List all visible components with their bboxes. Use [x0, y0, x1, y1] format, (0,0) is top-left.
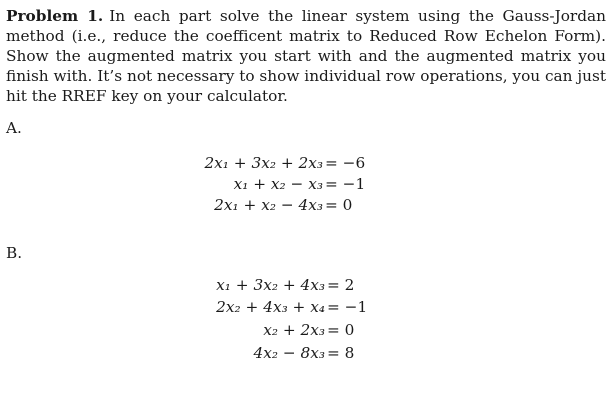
equation-rhs: = −6 [325, 154, 366, 172]
equation-rhs: = 8 [327, 344, 355, 362]
equation-rhs: = 2 [327, 276, 355, 294]
equation-row [0, 195, 615, 216]
part-a-label: A. [6, 119, 22, 137]
equation-lhs: 4x₂ − 8x₃ [253, 344, 325, 362]
equation-rhs: = 0 [325, 196, 353, 214]
equation-row [0, 153, 615, 174]
equation-lhs: 2x₂ + 4x₃ + x₄ [216, 298, 325, 316]
equation-row [0, 297, 615, 320]
equation-rhs: = 0 [327, 321, 355, 339]
equation-lhs: 2x₁ + x₂ − 4x₃ [214, 196, 323, 214]
equation-rhs: = −1 [327, 298, 368, 316]
problem-label: Problem 1. [6, 7, 104, 25]
equation-row [0, 343, 615, 365]
part-a-system [0, 153, 615, 216]
equation-row [0, 320, 615, 343]
problem-statement [6, 6, 606, 106]
equation-lhs: 2x₁ + 3x₂ + 2x₃ [204, 154, 323, 172]
equation-row [0, 275, 615, 297]
part-b-label: B. [6, 244, 23, 262]
equation-lhs: x₁ + 3x₂ + 4x₃ [216, 276, 325, 294]
equation-row [0, 174, 615, 195]
equation-rhs: = −1 [325, 175, 366, 193]
equation-lhs: x₂ + 2x₃ [263, 321, 325, 339]
equation-lhs: x₁ + x₂ − x₃ [233, 175, 323, 193]
part-b-system [0, 275, 615, 365]
problem-text: In each part solve the linear system using the Gauss-Jordan method (i.e., reduce the coefficent matrix to Reduced Row Echelon Form). Show the augmented matrix you start with and the augmented matrix you finish with. It’s not necessary to show individual row operations, you can just hit the RREF key on your calculator. [6, 7, 606, 105]
